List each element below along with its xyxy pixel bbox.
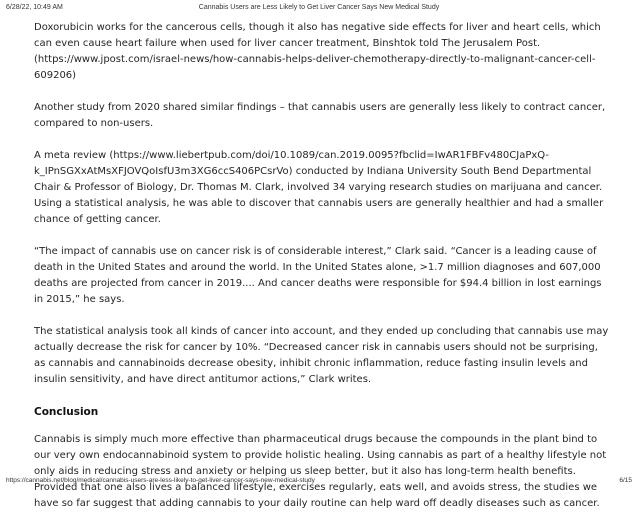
print-date: 6/28/22, 10:49 AM	[6, 4, 63, 11]
paragraph-2020-study: Another study from 2020 shared similar findings – that cannabis users are generally less likely to contract cancer, compared to non-users.	[34, 102, 606, 129]
print-header	[6, 4, 632, 16]
paragraph-doxorubicin: Doxorubicin works for the cancerous cells, though it also has negative side effects for liver and heart cells, which can even cause heart failure when used for liver cancer treatment, Binshtok told The Jerusalem Post. (https://www.jpost.com/israel-news/how-cannabis-helps-deliver-chemotherapy-directly-to-malignant-cancer-cell-609206)	[34, 22, 601, 81]
article-body	[34, 20, 610, 528]
paragraph-statistical-analysis: The statistical analysis took all kinds of cancer into account, and they ended up concluding that cannabis use may actually decrease the risk for cancer by 10%. “Decreased cancer risk in cannabis users should not be surprising, as cannabis and cannabinoids decrease obesity, inhibit chronic inflammation, reduce fasting insulin levels and insulin sensitivity, and have direct antitumor actions,” Clark writes.	[34, 326, 609, 385]
paragraph-meta-review: A meta review (https://www.liebertpub.com/doi/10.1089/can.2019.0095?fbclid=IwAR1FBFv480CJaPxQ-k_IPnSGXxAtMsXFJOVQoIsfU3m3XG6ccS406PCsrVo) conducted by Indiana University South Bend Departmental Chair & Professor of Biology, Dr. Thomas M. Clark, involved 34 varying research studies on marijuana and cancer. Using a statistical analysis, he was able to discover that cannabis users are generally healthier and had a smaller chance of getting cancer.	[34, 150, 604, 225]
conclusion-heading: Conclusion	[34, 406, 99, 418]
paragraph-clark-quote: “The impact of cannabis use on cancer risk is of considerable interest,” Clark said. “Cancer is a leading cause of death in the United States and around the world. In the United States alone, >1.7 million diagnoses and 607,000 deaths are projected from cancer in 2019.... And cancer deaths were responsible for $94.4 billion in lost earnings in 2015,” he says.	[34, 246, 602, 305]
print-document-title: Cannabis Users are Less Likely to Get Liver Cancer Says New Medical Study	[198, 4, 440, 11]
paragraph-conclusion: Cannabis is simply much more effective than pharmaceutical drugs because the compounds in the plant bind to our very own endocannabinoid system to provide holistic healing. Using cannabis as part of a healthy lifestyle not only aids in reducing stress and anxiety or helping us sleep better, but it also has long-term health benefits. Provided that one also lives a balanced lifestyle, exercises regularly, eats well, and avoids stress, the studies we have so far suggest that adding cannabis to your daily routine can help ward off deadly diseases such as cancer.	[34, 434, 607, 509]
print-url: https://cannabis.net/blog/medical/cannabis-users-are-less-likely-to-get-liver-cancer-says-new-medical-study	[6, 477, 315, 484]
page-number: 6/15	[619, 477, 632, 484]
print-footer	[6, 477, 632, 487]
